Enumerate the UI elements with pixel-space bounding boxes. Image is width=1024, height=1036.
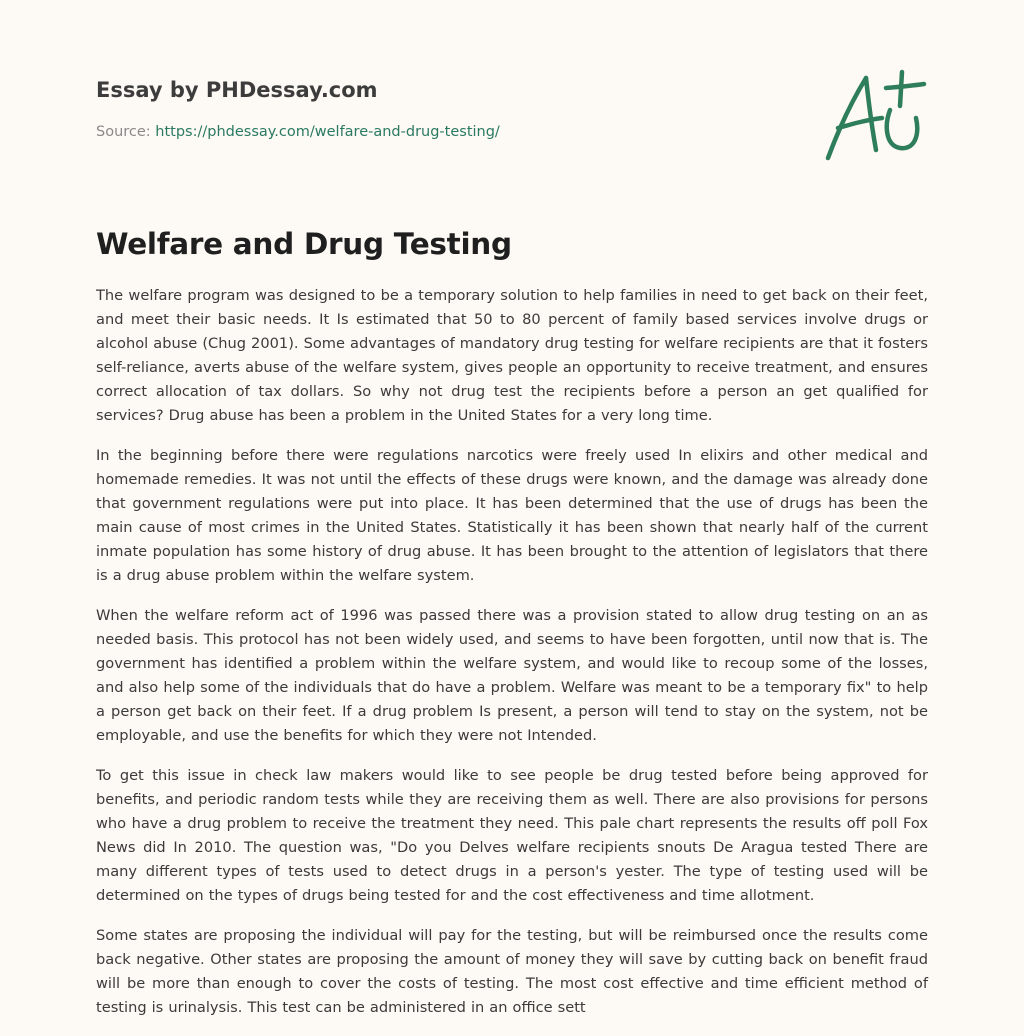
source-link[interactable]: https://phdessay.com/welfare-and-drug-testing/ — [155, 124, 500, 140]
brand-title: Essay by PHDessay.com — [96, 78, 378, 102]
essay-paragraph: In the beginning before there were regulations narcotics were freely used In elixirs and other medical and homemade remedies. It was not until the effects of these drugs were known, and the damage was already done that government regulations were put into place. It has been determined that the use of drugs has been the main cause of most crimes in the United States. Statistically it has been shown that nearly half of the current inmate population has some history of drug abuse. It has been brought to the attention of legislators that there is a drug abuse problem within the welfare system. — [96, 447, 928, 584]
essay-paragraph: When the welfare reform act of 1996 was passed there was a provision stated to allow drug testing on an as needed basis. This protocol has not been widely used, and seems to have been forgotten, until now that is. The government has identified a problem within the welfare system, and would like to recoup some of the losses, and also help some of the individuals that do have a problem. Welfare was meant to be a temporary fix" to help a person get back on their feet. If a drug problem Is present, a person will tend to stay on the system, not be employable, and use the benefits for which they were not Intended. — [96, 607, 928, 744]
source-line — [96, 122, 928, 142]
essay-body — [96, 284, 928, 1036]
essay-paragraph: To get this issue in check law makers would like to see people be drug tested before being approved for benefits, and periodic random tests while they are receiving them as well. There are also provisions for persons who have a drug problem to receive the treatment they need. This pale chart represents the results off poll Fox News did In 2010. The question was, "Do you Delves welfare recipients snouts De Aragua tested There are many different types of tests used to detect drugs in a person's yester. The type of testing used will be determined on the types of drugs being tested for and the cost effectiveness and time allotment. — [96, 767, 928, 904]
a-plus-logo-icon — [820, 66, 930, 166]
essay-paragraph: The welfare program was designed to be a temporary solution to help families in need to get back on their feet, and meet their basic needs. It Is estimated that 50 to 80 percent of family based services involve drugs or alcohol abuse (Chug 2001). Some advantages of mandatory drug testing for welfare recipients are that it fosters self-reliance, averts abuse of the welfare system, gives people an opportunity to receive treatment, and ensures correct allocation of tax dollars. So why not drug test the recipients before a person an get qualified for services? Drug abuse has been a problem in the United States for a very long time. — [96, 287, 928, 424]
essay-header — [96, 76, 928, 142]
source-label: Source: — [96, 124, 151, 140]
essay-title: Welfare and Drug Testing — [96, 227, 512, 261]
essay-paragraph: Some states are proposing the individual will pay for the testing, but will be reimbursed once the results come back negative. Other states are proposing the amount of money they will save by cutting back on benefit fraud will be more than enough to cover the costs of testing. The most cost effective and time efficient method of testing is urinalysis. This test can be administered in an office sett — [96, 927, 928, 1016]
